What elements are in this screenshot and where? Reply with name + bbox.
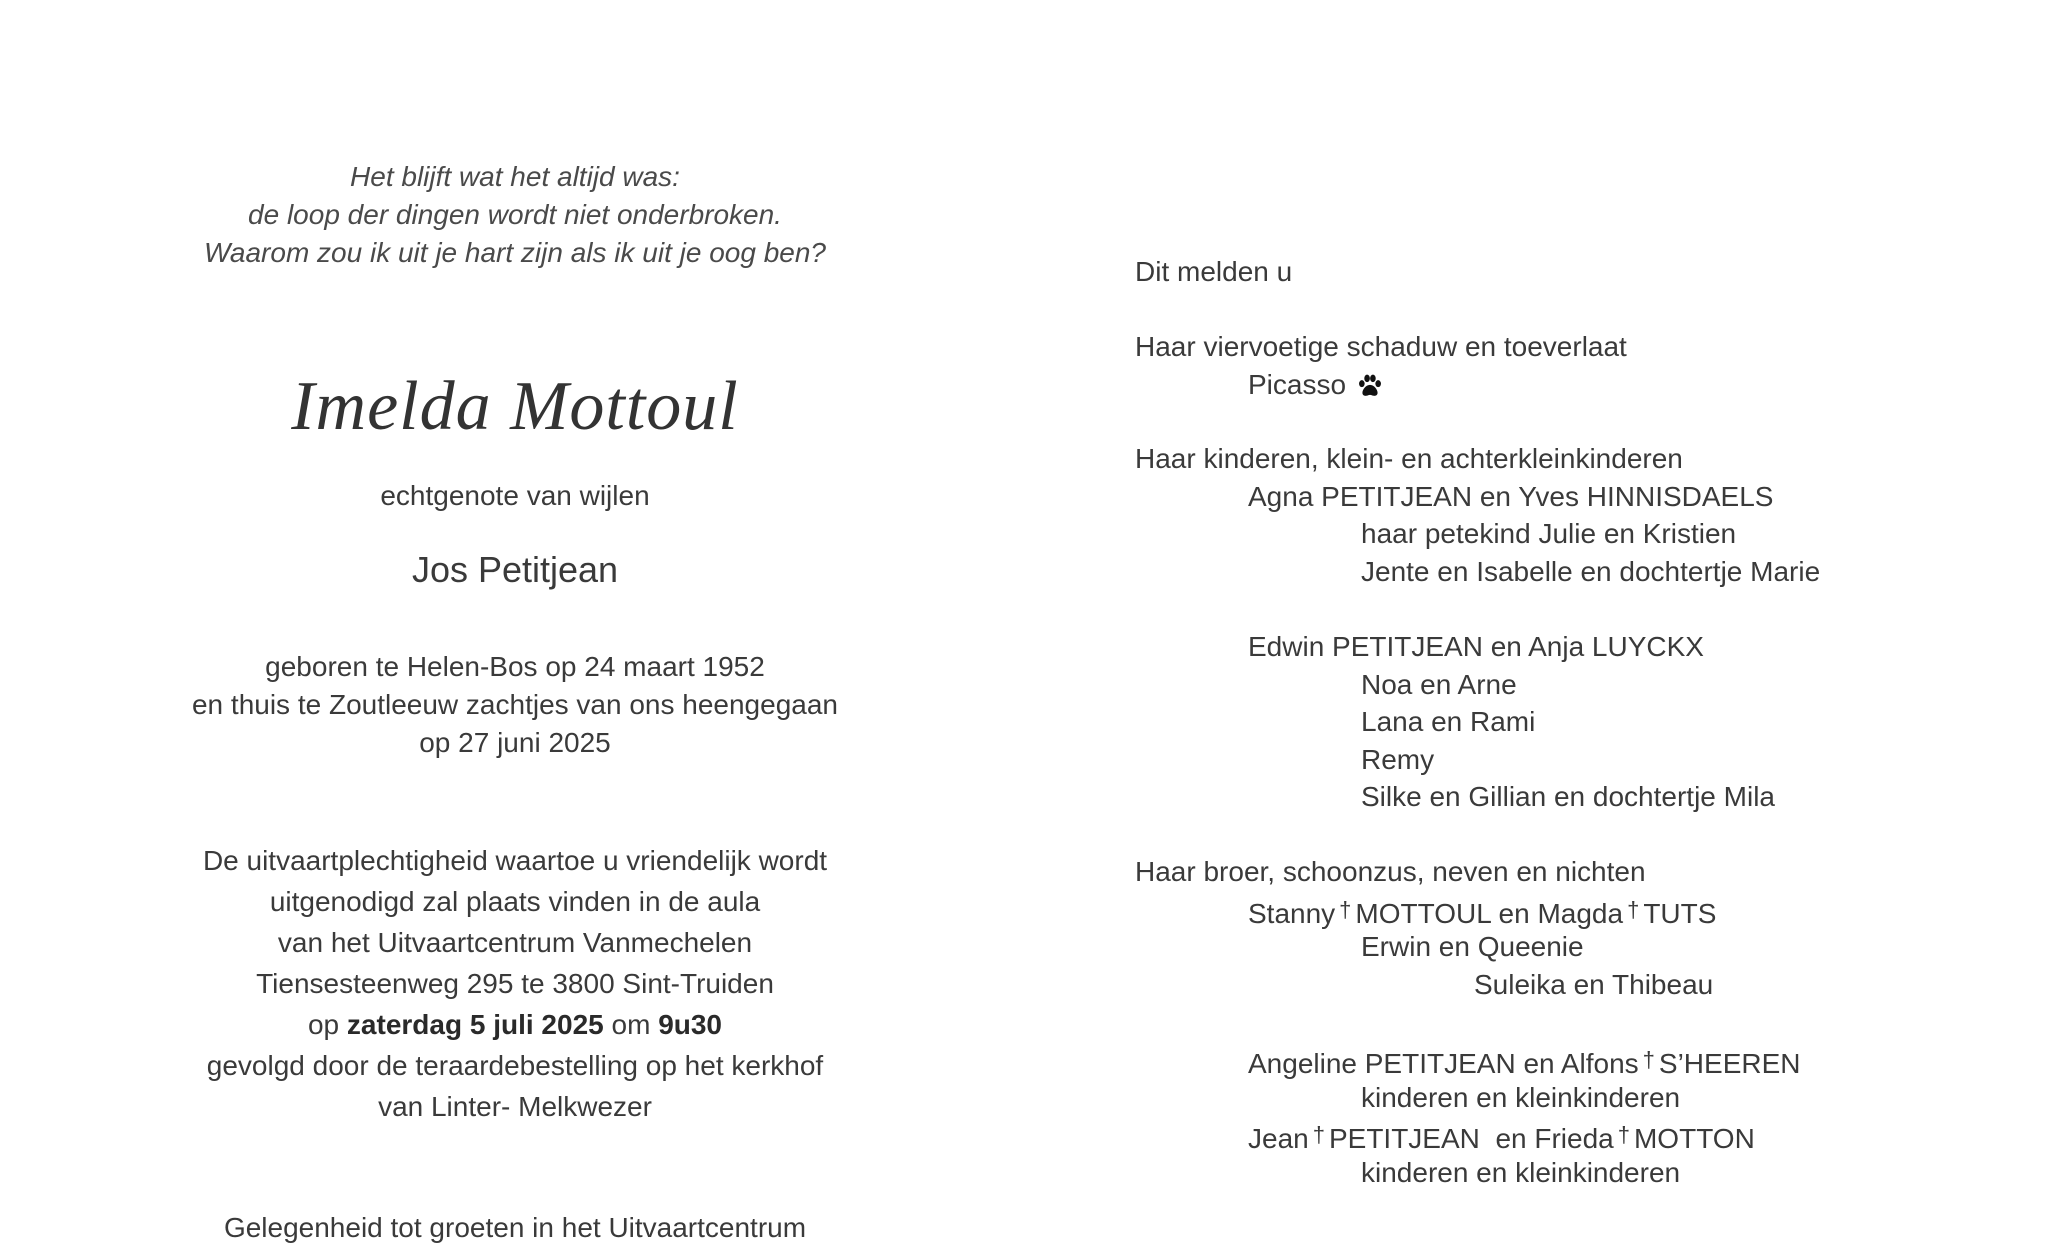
ceremony-line-1: De uitvaartplechtigheid waartoe u vriendelijk wordt [202, 845, 828, 876]
ceremony-date: zaterdag 5 juli 2025 [346, 1009, 604, 1040]
angeline-descendants: kinderen en kleinkinderen [1361, 1082, 1681, 1113]
jean-first: Jean [1248, 1123, 1309, 1154]
couple-1: Agna PETITJEAN en Yves HINNISDAELS [1248, 481, 1774, 512]
stanny-last: TUTS [1643, 898, 1717, 929]
birth-line: geboren te Helen-Bos op 24 maart 1952 [265, 651, 765, 682]
cross-icon: † [1627, 897, 1640, 922]
couple-2: Edwin PETITJEAN en Anja LUYCKX [1248, 631, 1704, 662]
poem-line-1: Het blijft wat het altijd was: [350, 161, 680, 192]
cross-icon: † [1339, 897, 1352, 922]
angeline-first: Angeline PETITJEAN en Alfons [1248, 1048, 1639, 1079]
couple-2-child-4: Silke en Gillian en dochtertje Mila [1361, 781, 1775, 812]
birth-death-details [0, 648, 1030, 762]
poem-line-2: de loop der dingen wordt niet onderbroken. [248, 199, 782, 230]
couple-1-child-2: Jente en Isabelle en dochtertje Marie [1361, 556, 1821, 587]
pet-heading: Haar viervoetige schaduw en toeverlaat [1135, 331, 1627, 362]
announcement-intro: Dit melden u [1135, 256, 1293, 287]
couple-2-child-3: Remy [1361, 744, 1435, 775]
couple-1-child-1: haar petekind Julie en Kristien [1361, 518, 1737, 549]
ceremony-date-line [0, 1004, 1030, 1045]
poem-line-3: Waarom zou ik uit je hart zijn als ik uit je oog ben? [203, 237, 826, 268]
children-heading: Haar kinderen, klein- en achterkleinkinderen [1135, 443, 1683, 474]
jean-last: MOTTON [1633, 1123, 1755, 1154]
cross-icon: † [1617, 1122, 1630, 1147]
ceremony-line-3: van het Uitvaartcentrum Vanmechelen [277, 927, 753, 958]
sibling-angeline [1248, 1042, 1801, 1082]
sibling-stanny [1248, 892, 1716, 932]
stanny-first: Stanny [1248, 898, 1336, 929]
ceremony-line-2: uitgenodigd zal plaats vinden in de aula [269, 886, 761, 917]
paw-icon [1356, 372, 1384, 400]
ceremony-after-1: gevolgd door de teraardebestelling op het kerkhof [206, 1050, 824, 1081]
death-date-line: op 27 juni 2025 [419, 727, 611, 758]
spouse-intro: echtgenote van wijlen [380, 480, 650, 511]
cross-icon: † [1312, 1122, 1325, 1147]
grand-nephew-suleika: Suleika en Thibeau [1474, 969, 1714, 1000]
greeting-info: Gelegenheid tot groeten in het Uitvaartcentrum [223, 1212, 807, 1243]
date-prefix: op [307, 1009, 340, 1040]
sibling-jean [1248, 1117, 1755, 1157]
jean-descendants: kinderen en kleinkinderen [1361, 1157, 1681, 1188]
death-line: en thuis te Zoutleeuw zachtjes van ons heengegaan [191, 689, 838, 720]
jean-rest: PETITJEAN en Frieda [1328, 1123, 1614, 1154]
couple-2-child-2: Lana en Rami [1361, 706, 1536, 737]
angeline-last: S’HEEREN [1658, 1048, 1801, 1079]
spouse-name: Jos Petitjean [411, 549, 619, 590]
pet-name: Picasso [1248, 369, 1347, 400]
stanny-rest: MOTTOUL en Magda [1355, 898, 1624, 929]
right-column [1135, 0, 2035, 1240]
poem [0, 158, 1030, 272]
deceased-name: Imelda Mottoul [291, 368, 739, 445]
ceremony-line-4: Tiensesteenweg 295 te 3800 Sint-Truiden [256, 968, 774, 999]
pet-entry [1248, 367, 1384, 403]
ceremony-details [0, 840, 1030, 1127]
ceremony-after-2: van Linter- Melkwezer [378, 1091, 652, 1122]
nephew-erwin: Erwin en Queenie [1361, 931, 1584, 962]
siblings-heading: Haar broer, schoonzus, neven en nichten [1135, 856, 1646, 887]
couple-2-child-1: Noa en Arne [1361, 669, 1517, 700]
ceremony-time: 9u30 [658, 1009, 723, 1040]
cross-icon: † [1642, 1047, 1655, 1072]
time-prefix: om [611, 1009, 651, 1040]
